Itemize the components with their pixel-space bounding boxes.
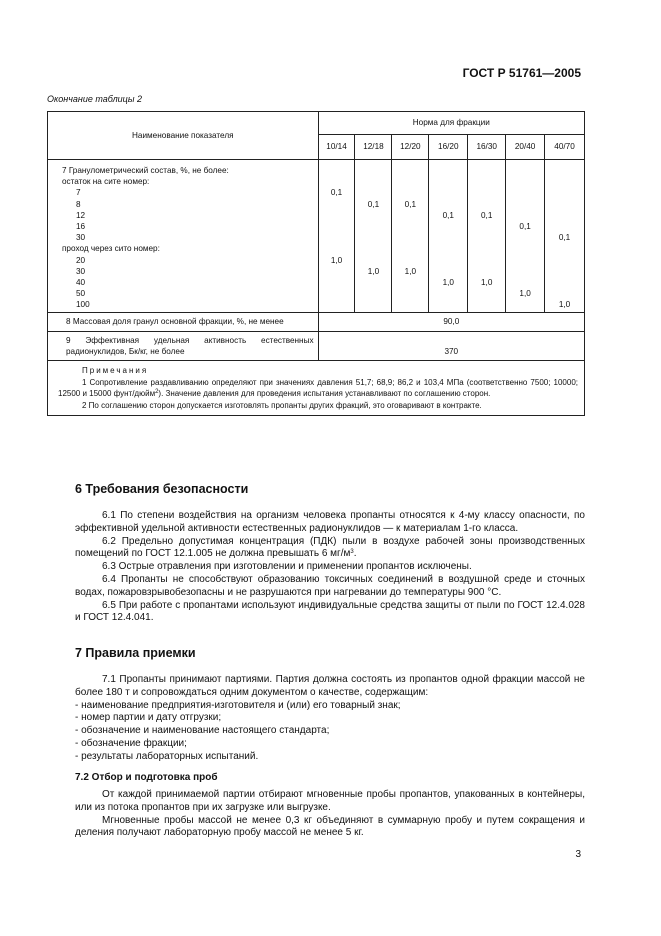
header-norm-cell: Норма для фракции xyxy=(318,112,584,135)
row7-value xyxy=(506,210,544,221)
row9-name-cell: 9 Эффективная удельная активность естественных радионуклидов, Бк/кг, не более xyxy=(48,331,319,360)
row7-value xyxy=(319,266,355,277)
row7-value xyxy=(355,255,391,266)
row7-value xyxy=(319,232,355,243)
row7-value xyxy=(319,210,355,221)
section-6-title: 6 Требования безопасности xyxy=(75,482,249,496)
row7-value xyxy=(355,299,391,310)
paragraph-7-2-1: От каждой принимаемой партии отбирают мгновенные пробы пропантов, упакованных в контейнеры, или из потока пропантов при их загрузке или выгрузке. xyxy=(75,789,585,813)
row7-value xyxy=(468,199,505,210)
row7-value xyxy=(392,165,428,176)
row7-value xyxy=(355,221,391,232)
row7-values-40-70 xyxy=(545,160,585,313)
row7-value xyxy=(545,255,584,266)
row7-value xyxy=(319,165,355,176)
row7-line: остаток на сите номер: xyxy=(62,177,150,187)
row7-line: 20 xyxy=(76,255,86,265)
row7-value: 0,1 xyxy=(558,233,571,243)
row7-value xyxy=(506,299,544,310)
row7-value: 1,0 xyxy=(480,277,493,287)
row7-value: 0,1 xyxy=(480,210,493,220)
column-header-12-20: 12/20 xyxy=(392,135,429,160)
row7-value xyxy=(319,299,355,310)
row7-value xyxy=(429,199,467,210)
row7-value: 0,1 xyxy=(404,199,417,209)
list-item: - результаты лабораторных испытаний. xyxy=(75,750,259,762)
column-header-16-20: 16/20 xyxy=(429,135,468,160)
row7-value xyxy=(545,199,584,210)
row7-value xyxy=(545,176,584,187)
row7-value xyxy=(319,277,355,288)
row7-line: 40 xyxy=(76,277,86,287)
row7-values-12-20 xyxy=(392,160,429,313)
row7-line: 16 xyxy=(76,221,86,231)
row7-value xyxy=(355,232,391,243)
acceptance-list xyxy=(75,700,585,764)
row7-value xyxy=(355,277,391,288)
row7-value: 0,1 xyxy=(442,210,454,220)
row7-line: 100 xyxy=(76,300,90,310)
row7-line: 30 xyxy=(76,266,86,276)
row7-value: 1,0 xyxy=(519,289,531,299)
row7-values-12-18 xyxy=(355,160,392,313)
row7-value xyxy=(429,232,467,243)
row7-value xyxy=(392,176,428,187)
list-item: - обозначение фракции; xyxy=(75,737,187,749)
table-2 xyxy=(47,111,585,416)
row8-name-cell: 8 Массовая доля гранул основной фракции, %, не менее xyxy=(48,313,319,331)
page-number: 3 xyxy=(575,849,581,860)
row7-value xyxy=(545,266,584,277)
row7-values-10-14 xyxy=(318,160,355,313)
row7-value xyxy=(429,299,467,310)
row7-value xyxy=(429,266,467,277)
row7-value xyxy=(429,187,467,198)
section-7-body xyxy=(75,674,585,764)
row7-value xyxy=(319,199,355,210)
row7-value: 1,0 xyxy=(330,255,343,265)
row7-value xyxy=(355,176,391,187)
row7-value xyxy=(392,277,428,288)
row7-value xyxy=(429,221,467,232)
row7-value xyxy=(392,243,428,254)
row7-line: 50 xyxy=(76,289,86,299)
paragraph-6-5: 6.5 При работе с пропантами используют индивидуальные средства защиты от пыли по ГОСТ 12.4.028 и ГОСТ 12.4.041. xyxy=(75,599,585,624)
row7-value: 1,0 xyxy=(442,277,454,287)
row7-value xyxy=(468,176,505,187)
row7-value xyxy=(355,187,391,198)
standard-header: ГОСТ Р 51761—2005 xyxy=(462,66,581,80)
column-header-12-18: 12/18 xyxy=(355,135,392,160)
subsection-7-2-title: 7.2 Отбор и подготовка проб xyxy=(75,772,218,783)
row7-values-16-30 xyxy=(468,160,506,313)
row7-value xyxy=(429,165,467,176)
row7-value xyxy=(319,288,355,299)
column-header-10-14: 10/14 xyxy=(318,135,355,160)
section-6-body xyxy=(75,510,585,625)
paragraph-7-2-2: Мгновенные пробы массой не менее 0,3 кг объединяют в суммарную пробу и путем сокращения и деления получают лабораторную пробу массой не менее 5 кг. xyxy=(75,814,585,839)
notes-title: Примечания xyxy=(82,366,149,376)
section-7-title: 7 Правила приемки xyxy=(75,646,196,660)
row7-value xyxy=(355,288,391,299)
table-caption: Окончание таблицы 2 xyxy=(47,94,142,104)
note-2: 2 По соглашению сторон допускается изготовлять пропанты других фракций, это оговаривают в контракте. xyxy=(82,400,482,410)
row7-value xyxy=(319,243,355,254)
row7-value xyxy=(506,176,544,187)
row7-value xyxy=(468,187,505,198)
row8-value-cell: 90,0 xyxy=(318,313,584,331)
row7-value xyxy=(506,277,544,288)
note-1: 1 Сопротивление раздавливанию определяют при значениях давления 51,7; 68,9; 86,2 и 103,4 МПа (соответственно 7500; 10000; 12500 и 15000 фунт/дюйм$^2$). Значение давления для проведения испытания устанавливают по соглашению сторон. xyxy=(58,377,578,399)
paragraph-6-1: 6.1 По степени воздействия на организм человека пропанты относятся к 4-му классу опасности, по эффективной удельной активности естественных радионуклидов — к материалам 1-го класса. xyxy=(75,510,585,534)
row7-value xyxy=(468,232,505,243)
row7-value xyxy=(319,221,355,232)
row7-value: 0,1 xyxy=(519,221,531,231)
row7-value: 1,0 xyxy=(404,266,417,276)
row7-value xyxy=(392,299,428,310)
paragraph-6-4: 6.4 Пропанты не способствуют образованию токсичных соединений в воздушной среде и сточных водах, пожаровзрывобезопасны и не разрушаются при нагревании до температуры 900 °С. xyxy=(75,573,585,598)
paragraph-6-2: 6.2 Предельно допустимая концентрация (ПДК) пыли в воздухе рабочей зоны производственных помещений по ГОСТ 12.1.005 не должна превышать 6 $мг/м^3$. xyxy=(75,535,585,560)
row7-value xyxy=(506,232,544,243)
row7-value xyxy=(355,243,391,254)
row7-value xyxy=(429,288,467,299)
row7-value xyxy=(392,210,428,221)
row7-value xyxy=(468,299,505,310)
row7-value xyxy=(355,210,391,221)
row7-value xyxy=(392,255,428,266)
notes-cell xyxy=(48,361,585,416)
row7-line: 12 xyxy=(76,210,86,220)
subsection-7-2-body xyxy=(75,789,585,840)
header-name-cell: Наименование показателя xyxy=(48,112,319,160)
row7-line: 8 xyxy=(76,199,81,209)
paragraph-7-1: 7.1 Пропанты принимают партиями. Партия должна состоять из пропантов одной фракции массой не более 180 т и сопровождаться одним документом о качестве, содержащим: xyxy=(75,674,585,698)
row7-name-cell xyxy=(48,160,319,313)
row7-value xyxy=(545,277,584,288)
row7-value xyxy=(506,266,544,277)
row7-values-16-20 xyxy=(429,160,468,313)
list-item: - номер партии и дату отгрузки; xyxy=(75,712,222,724)
row7-value xyxy=(506,199,544,210)
row9-value-cell: 370 xyxy=(318,331,584,360)
row7-value: 0,1 xyxy=(367,199,380,209)
row7-value xyxy=(319,176,355,187)
row7-value xyxy=(545,187,584,198)
row7-value xyxy=(506,255,544,266)
row7-value xyxy=(429,255,467,266)
row7-value xyxy=(429,243,467,254)
row7-value xyxy=(506,165,544,176)
row7-value xyxy=(545,221,584,232)
row7-value xyxy=(392,232,428,243)
row7-values-20-40 xyxy=(506,160,545,313)
row7-value xyxy=(392,288,428,299)
column-header-40-70: 40/70 xyxy=(545,135,585,160)
row7-value xyxy=(468,288,505,299)
row7-value xyxy=(468,266,505,277)
row7-value xyxy=(506,243,544,254)
row7-line: 7 Гранулометрический состав, %, не более: xyxy=(62,166,229,175)
row7-value xyxy=(429,176,467,187)
row7-value xyxy=(392,187,428,198)
row7-line: 30 xyxy=(76,233,86,243)
row7-value xyxy=(355,165,391,176)
row7-value xyxy=(545,165,584,176)
row7-value: 0,1 xyxy=(330,188,343,198)
row7-line: 7 xyxy=(76,188,81,198)
row7-value xyxy=(468,243,505,254)
row7-line: проход через сито номер: xyxy=(62,244,160,254)
column-header-20-40: 20/40 xyxy=(506,135,545,160)
list-item: - обозначение и наименование настоящего стандарта; xyxy=(75,725,330,737)
list-item: - наименование предприятия-изготовителя и (или) его товарный знак; xyxy=(75,699,401,711)
row7-value xyxy=(392,221,428,232)
row7-value xyxy=(545,243,584,254)
row7-value xyxy=(468,221,505,232)
row7-value xyxy=(506,187,544,198)
row7-value xyxy=(468,165,505,176)
row7-value xyxy=(468,255,505,266)
paragraph-6-3: 6.3 Острые отравления при изготовлении и применении пропантов исключены. xyxy=(102,561,472,573)
row7-value xyxy=(545,288,584,299)
column-header-16-30: 16/30 xyxy=(468,135,506,160)
row7-value: 1,0 xyxy=(558,300,571,310)
row7-value: 1,0 xyxy=(367,266,380,276)
row7-value xyxy=(545,210,584,221)
